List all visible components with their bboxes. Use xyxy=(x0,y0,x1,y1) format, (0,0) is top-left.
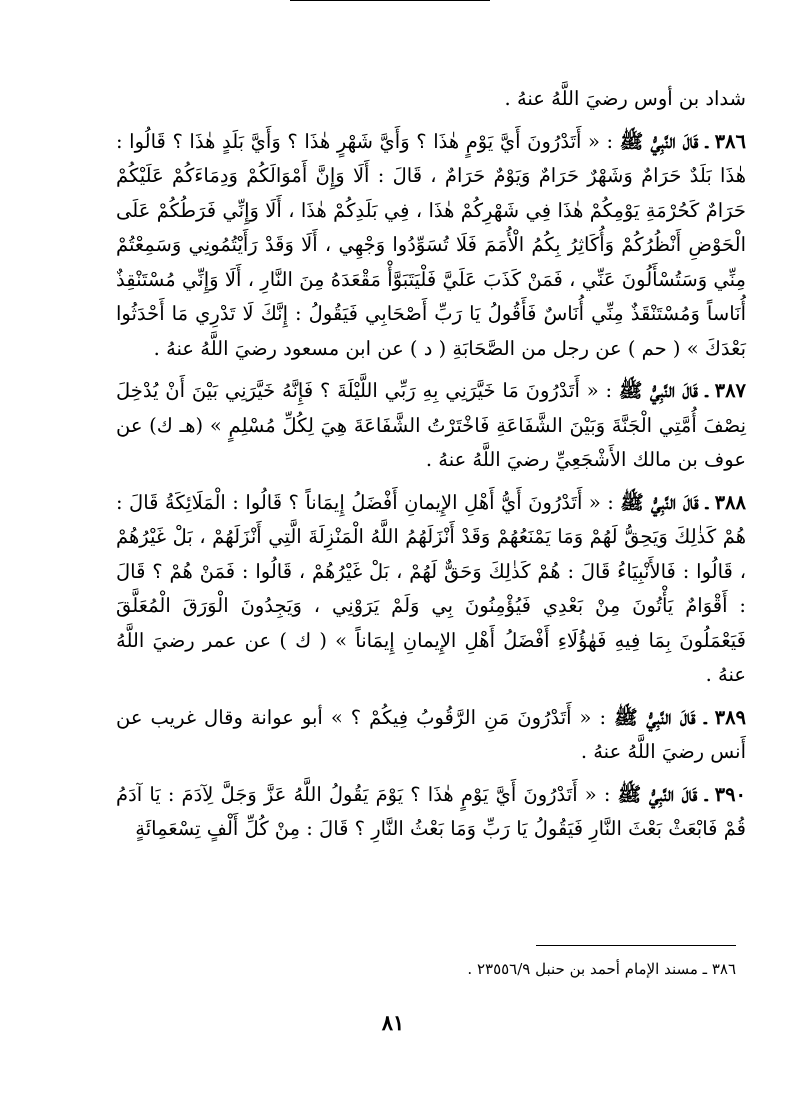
hadith-number: ٣٩٠ xyxy=(714,782,747,806)
hadith-lead: ـ قَالَ النَّبِيُّ ﷺ xyxy=(617,782,708,806)
hadith-lead: ـ قَالَ النَّبِيُّ ﷺ xyxy=(619,129,708,153)
hadith-386 xyxy=(116,125,746,367)
page-number: ٨١ xyxy=(381,1010,405,1035)
footnote-rule xyxy=(536,945,736,946)
hadith-number: ٣٨٧ xyxy=(714,379,747,402)
hadith-text: : « أَتَدْرُونَ أَيَّ يَوْمٍ هٰذَا ؟ يَوْمَ يَقُولُ اللَّهُ عَزَّ وَجَلَّ لِآدَمَ : يَا آدَمُ قُمْ فَابْعَثْ بَعْثَ النَّارِ فَيَقُولُ يَا رَبِّ وَمَا بَعْثُ النَّارِ ؟ قَالَ : مِنْ كُلِّ أَلْفٍ تِسْعَمِائَةٍ xyxy=(116,782,746,840)
hadith-lead: ـ قَالَ النَّبِيُّ ﷺ xyxy=(618,379,708,402)
hadith-387 xyxy=(116,374,746,478)
hadith-text: : « أَتَدْرُونَ أَيَّ يَوْمٍ هٰذَا ؟ وَأَيَّ شَهْرٍ هٰذَا ؟ وَأَيَّ بَلَدٍ هٰذَا ؟ قَالُوا : هٰذَا بَلَدٌ حَرَامٌ وَشَهْرٌ حَرَامٌ وَيَوْمٌ حَرَامٌ ، قَالَ : أَلَا وَإِنَّ أَمْوَالَكُمْ وَدِمَاءَكُمْ عَلَيْكُمْ حَرَامٌ كَحُرْمَةِ يَوْمِكُمْ هٰذَا فِي شَهْرِكُمْ هٰذَا ، فِي بَلَدِكُمْ هٰذَا ، أَلَا وَإِنِّي فَرَطُكُمْ عَلَى الْحَوْضِ أَنْظُرُكُمْ وَأُكَاثِرُ بِكُمُ الْأُمَمَ فَلَا تُسَوِّدُوا وَجْهِي ، أَلَا وَقَدْ رَأَيْتُمُونِي وَسَمِعْتُمْ مِنِّي وَسَتُسْأَلُونَ عَنِّي ، فَمَنْ كَذَبَ عَلَيَّ فَلْيَتَبَوَّأْ مَقْعَدَهُ مِنَ النَّارِ ، أَلَا وَإِنِّي مُسْتَنْقِذٌ أُنَاساً وَمُسْتَنْقَذٌ مِنِّي أُنَاسٌ فَأَقُولُ يَا رَبِّ أَصْحَابِي فَيَقُولُ : إِنَّكَ لَا تَدْرِي مَا أَحْدَثُوا بَعْدَكَ » ( حم ) عن رجل من الصَّحَابَةِ ( د ) عن ابن مسعود رضيَ اللَّهُ عنهُ . xyxy=(116,129,746,360)
hadith-lead: ـ قَالَ النَّبِيُّ ﷺ xyxy=(620,490,709,514)
intro-line: شداد بن أوس رضيَ اللَّهُ عنهُ . xyxy=(504,87,746,110)
hadith-lead: ـ قَالَ النَّبِيُّ ﷺ xyxy=(614,705,707,729)
page-body xyxy=(116,82,746,847)
hadith-390 xyxy=(116,778,746,847)
hadith-number: ٣٨٩ xyxy=(714,705,747,729)
footnote: ٣٨٦ ـ مسند الإمام أحمد بن حنبل ٢٣٥٥٦/٩ . xyxy=(467,960,736,978)
hadith-389 xyxy=(116,701,746,770)
top-rule xyxy=(290,0,490,1)
hadith-text: : « أَتَدْرُونَ مَنِ الرَّقُوبُ فِيكُمْ ؟ » أبو عوانة وقال غريب عن أَنس رضيَ اللَّهُ عنهُ . xyxy=(116,705,746,763)
hadith-388 xyxy=(116,486,746,693)
hadith-text: : « أَتَدْرُونَ مَا خَيَّرَنِي بِهِ رَبِّي اللَّيْلَةَ ؟ فَإِنَّهُ خَيَّرَنِي بَيْنَ أَنْ يُدْخِلَ نِصْفَ أُمَّتِي الْجَنَّةَ وَبَيْنَ الشَّفَاعَةِ فَاخْتَرْتُ الشَّفَاعَةَ هِيَ لِكُلِّ مُسْلِمٍ » (هـ ك) عن عوف بن مالك الأَشْجَعِيِّ رضيَ اللَّهُ عنهُ . xyxy=(116,379,746,471)
hadith-number: ٣٨٦ xyxy=(714,129,746,153)
hadith-text: : « أَتَدْرُونَ أَيُّ أَهْلِ الإِيمانِ أَفْضَلُ إِيمَاناً ؟ قَالُوا : الْمَلَائِكَةُ قَالَ : هُمْ كَذٰلِكَ وَيَحِقُّ لَهُمْ وَمَا يَمْنَعُهُمْ وَقَدْ أَنْزَلَهُمُ اللَّهُ الْمَنْزِلَةَ الَّتِي أَنْزَلَهُمْ ، بَلْ غَيْرُهُمْ ، قَالُوا : فَالأَنْبِيَاءُ قَالَ : هُمْ كَذٰلِكَ وَحَقٌّ لَهُمْ ، بَلْ غَيْرُهُمْ ، قَالُوا : فَمَنْ هُمْ ؟ قَالَ : أَقْوَامٌ يَأْتُونَ مِنْ بَعْدِي فَيُؤْمِنُونَ بِي وَلَمْ يَرَوْنِي ، وَيَجِدُونَ الْوَرَقَ الْمُعَلَّقَ فَيَعْمَلُونَ بِمَا فِيهِ فَهٰؤُلَاءِ أَفْضَلُ أَهْلِ الإِيمانِ إِيمَاناً » ( ك ) عن عمر رضيَ اللَّهُ عنهُ . xyxy=(116,490,746,686)
hadith-number: ٣٨٨ xyxy=(714,490,746,514)
